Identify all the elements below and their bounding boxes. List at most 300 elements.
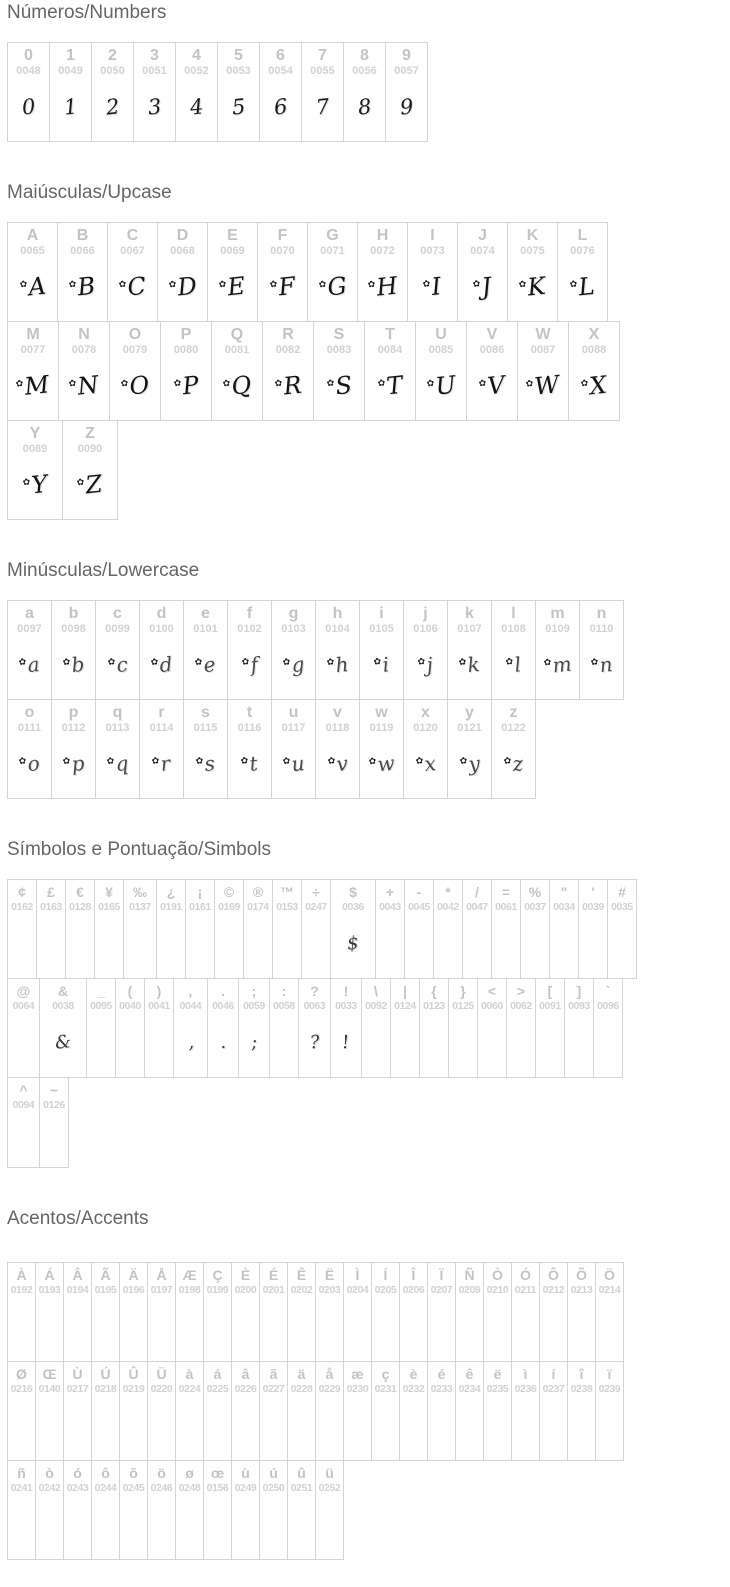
cell-unicode-value: 0249: [234, 1482, 257, 1494]
font-glyph-preview: ✿ i: [373, 652, 390, 677]
char-cell-0226: [231, 1361, 260, 1461]
cell-unicode-value: 0094: [12, 1099, 35, 1111]
char-cell-0096: [593, 978, 623, 1078]
cell-character: Ä: [128, 1267, 139, 1283]
cell-character: %: [528, 884, 542, 900]
cell-character: Œ: [42, 1366, 57, 1382]
char-cell-0114: [139, 699, 184, 799]
char-cell-0238: [567, 1361, 596, 1461]
cell-glyph-area: [120, 1297, 147, 1361]
char-cell-0123: [419, 978, 449, 1078]
char-cell-0091: [535, 978, 565, 1078]
char-cell-0089: [7, 420, 63, 520]
cell-unicode-value: 0060: [481, 1000, 503, 1012]
cell-unicode-value: 0117: [281, 722, 306, 734]
cell-unicode-value: 0242: [38, 1482, 61, 1494]
cell-unicode-value: 0070: [270, 245, 295, 257]
cell-character: 2: [108, 47, 117, 64]
font-glyph-preview: ✿ C: [118, 271, 148, 302]
cell-character: Ù: [72, 1366, 83, 1382]
cell-character: Ç: [212, 1267, 223, 1283]
cell-unicode-value: 0072: [370, 245, 395, 257]
cell-unicode-value: 0209: [458, 1284, 481, 1296]
font-glyph-preview: ✿ T: [376, 370, 403, 400]
char-cell-0061: [491, 879, 521, 979]
font-glyph-preview: ✿ U: [425, 370, 457, 401]
cell-glyph-area: [400, 1396, 427, 1460]
cell-unicode-value: 0106: [413, 623, 438, 635]
cell-glyph-area: [386, 78, 427, 141]
cell-character: &: [57, 983, 69, 999]
cell-character: Î: [411, 1267, 416, 1283]
cell-glyph-area: [40, 1013, 86, 1077]
char-cell-0161: [185, 879, 215, 979]
cell-unicode-value: 0059: [243, 1000, 265, 1012]
cell-character: \: [374, 983, 378, 999]
char-cell-0121: [447, 699, 492, 799]
cell-glyph-area: [372, 1396, 399, 1460]
char-cell-0050: [91, 42, 134, 142]
char-cell-0051: [133, 42, 176, 142]
cell-unicode-value: 0083: [326, 344, 352, 356]
char-row: [7, 1262, 730, 1362]
cell-glyph-area: [484, 1297, 511, 1361]
char-cell-0247: [301, 879, 331, 979]
cell-unicode-value: 0237: [542, 1383, 565, 1395]
char-cell-0105: [359, 600, 404, 700]
cell-character: ]: [576, 983, 582, 999]
cell-glyph-area: [288, 1297, 315, 1361]
char-cell-0193: [35, 1262, 64, 1362]
cell-character: j: [423, 605, 428, 622]
cell-glyph-area: [536, 636, 579, 699]
font-glyph-preview: ✿ u: [282, 750, 306, 776]
font-glyph-preview: ✿ p: [62, 750, 86, 776]
char-cell-0200: [231, 1262, 260, 1362]
cell-unicode-value: 0203: [318, 1284, 341, 1296]
cell-character: m: [550, 605, 565, 622]
cell-character: ¡: [197, 884, 203, 900]
cell-character: £: [47, 884, 55, 900]
cell-glyph-area: [52, 636, 95, 699]
cell-character: 3: [150, 47, 159, 64]
char-cell-0239: [595, 1361, 624, 1461]
cell-character: Ë: [324, 1267, 335, 1283]
cell-glyph-area: [508, 258, 557, 321]
char-row: [7, 222, 730, 322]
char-cell-0218: [91, 1361, 120, 1461]
font-glyph-preview: ✿ W: [525, 370, 561, 401]
char-cell-0204: [343, 1262, 372, 1362]
cell-unicode-value: 0054: [268, 65, 293, 77]
cell-unicode-value: 0039: [582, 901, 604, 913]
cell-character: $: [349, 884, 357, 900]
cell-unicode-value: 0091: [539, 1000, 561, 1012]
font-glyph-preview: ✿ B: [68, 271, 97, 302]
char-cell-0246: [147, 1460, 176, 1560]
cell-unicode-value: 0244: [94, 1482, 117, 1494]
cell-unicode-value: 0192: [10, 1284, 33, 1296]
cell-character: 6: [276, 47, 285, 64]
cell-unicode-value: 0076: [570, 245, 595, 257]
char-cell-0064: [7, 978, 40, 1078]
cell-glyph-area: [467, 357, 517, 420]
cell-character: ‰: [133, 884, 147, 900]
cell-unicode-value: 0224: [178, 1383, 201, 1395]
cell-unicode-value: 0052: [184, 65, 209, 77]
cell-character: h: [332, 605, 343, 622]
char-cell-0220: [147, 1361, 176, 1461]
char-row: [7, 42, 730, 142]
cell-unicode-value: 0229: [318, 1383, 341, 1395]
char-cell-0102: [227, 600, 272, 700]
char-cell-0199: [203, 1262, 232, 1362]
cell-character: ©: [223, 884, 235, 900]
cell-character: J: [478, 227, 487, 244]
cell-glyph-area: [8, 357, 58, 420]
cell-glyph-area: [420, 1013, 448, 1077]
cell-glyph-area: [512, 1396, 539, 1460]
cell-unicode-value: 0099: [105, 623, 130, 635]
font-glyph-preview: ✿ t: [240, 751, 259, 777]
cell-glyph-area: [204, 1495, 231, 1559]
cell-character: ë: [493, 1366, 502, 1382]
char-cell-0085: [415, 321, 467, 421]
char-cell-0191: [156, 879, 186, 979]
font-glyph-preview: ✿ M: [15, 370, 51, 401]
cell-character: c: [113, 605, 122, 622]
char-cell-0065: [7, 222, 58, 322]
char-cell-0095: [86, 978, 116, 1078]
cell-character: u: [288, 704, 299, 721]
cell-unicode-value: 0055: [310, 65, 335, 77]
cell-unicode-value: 0120: [413, 722, 438, 734]
cell-glyph-area: [92, 1495, 119, 1559]
cell-glyph-area: [360, 636, 403, 699]
cell-glyph-area: [96, 636, 139, 699]
char-cell-0202: [287, 1262, 316, 1362]
cell-character: œ: [210, 1465, 225, 1481]
cell-unicode-value: 0220: [150, 1383, 173, 1395]
char-cell-0039: [578, 879, 608, 979]
cell-unicode-value: 0161: [189, 901, 211, 913]
cell-character: è: [409, 1366, 418, 1382]
section-accents: [7, 1208, 730, 1560]
cell-character: ™: [280, 884, 294, 900]
cell-glyph-area: [362, 1013, 390, 1077]
font-glyph-preview: ✿ x: [414, 751, 436, 777]
cell-character: ú: [269, 1465, 278, 1481]
cell-unicode-value: 0105: [369, 623, 394, 635]
cell-unicode-value: 0247: [305, 901, 327, 913]
cell-glyph-area: [40, 1112, 68, 1167]
cell-character: =: [501, 884, 511, 900]
cell-unicode-value: 0058: [273, 1000, 295, 1012]
cell-character: ^: [19, 1082, 28, 1098]
char-cell-0165: [94, 879, 124, 979]
cell-character: i: [379, 605, 384, 622]
cell-unicode-value: 0084: [377, 344, 403, 356]
char-cell-0081: [211, 321, 263, 421]
cell-unicode-value: 0075: [520, 245, 545, 257]
cell-character: t: [246, 704, 253, 721]
char-cell-0228: [287, 1361, 316, 1461]
cell-glyph-area: [174, 1013, 207, 1077]
cell-character: A: [26, 227, 39, 244]
cell-glyph-area: [218, 78, 259, 141]
cell-unicode-value: 0116: [237, 722, 262, 734]
font-glyph-preview: ✿ Y: [21, 469, 48, 499]
char-cell-0066: [57, 222, 108, 322]
char-cell-0206: [399, 1262, 428, 1362]
cell-unicode-value: 0118: [325, 722, 350, 734]
font-glyph-preview: ✿ d: [150, 651, 174, 677]
char-cell-0243: [63, 1460, 92, 1560]
cell-unicode-value: 0096: [597, 1000, 619, 1012]
char-cell-0083: [313, 321, 365, 421]
char-cell-0107: [447, 600, 492, 700]
cell-glyph-area: [456, 1297, 483, 1361]
cell-character: à: [185, 1366, 194, 1382]
cell-unicode-value: 0071: [320, 245, 345, 257]
cell-character: d: [156, 605, 167, 622]
cell-glyph-area: [358, 258, 407, 321]
font-glyph-preview: 4: [188, 93, 205, 120]
cell-unicode-value: 0121: [457, 722, 482, 734]
char-cell-0093: [564, 978, 594, 1078]
cell-character: Ê: [296, 1267, 307, 1283]
font-glyph-preview: &: [53, 1030, 73, 1054]
cell-unicode-value: 0093: [568, 1000, 590, 1012]
cell-unicode-value: 0109: [545, 623, 570, 635]
cell-glyph-area: [569, 357, 619, 420]
char-cell-0205: [371, 1262, 400, 1362]
cell-unicode-value: 0073: [420, 245, 445, 257]
cell-character: P: [180, 326, 192, 343]
cell-unicode-value: 0235: [486, 1383, 509, 1395]
cell-character: ù: [241, 1465, 250, 1481]
cell-character: a: [25, 605, 34, 622]
cell-glyph-area: [8, 258, 57, 321]
cell-character: û: [297, 1465, 306, 1481]
font-glyph-preview: ✿ Q: [221, 370, 252, 401]
char-row: [7, 600, 730, 700]
cell-character: ï: [607, 1366, 612, 1382]
char-cell-0203: [315, 1262, 344, 1362]
char-cell-0034: [549, 879, 579, 979]
char-cell-0117: [271, 699, 316, 799]
char-cell-0125: [448, 978, 478, 1078]
cell-unicode-value: 0174: [247, 901, 269, 913]
cell-glyph-area: [263, 357, 313, 420]
cell-unicode-value: 0219: [122, 1383, 145, 1395]
char-cell-0217: [63, 1361, 92, 1461]
section-symbols: [7, 839, 730, 1168]
section-title-accents: Acentos/Accents: [7, 1208, 149, 1229]
cell-glyph-area: [512, 1297, 539, 1361]
char-cell-0053: [217, 42, 260, 142]
cell-character: I: [430, 227, 435, 244]
char-cell-0140: [35, 1361, 64, 1461]
char-cell-0153: [272, 879, 302, 979]
cell-unicode-value: 0081: [224, 344, 250, 356]
cell-glyph-area: [365, 357, 415, 420]
char-cell-0210: [483, 1262, 512, 1362]
cell-character: f: [246, 605, 253, 622]
char-cell-0054: [259, 42, 302, 142]
cell-character: ô: [101, 1465, 110, 1481]
cell-glyph-area: [344, 78, 385, 141]
char-cell-0100: [139, 600, 184, 700]
cell-glyph-area: [550, 914, 578, 978]
cell-glyph-area: [316, 636, 359, 699]
cell-glyph-area: [8, 1495, 35, 1559]
char-cell-0163: [36, 879, 66, 979]
cell-glyph-area: [92, 1297, 119, 1361]
cell-character: M: [26, 326, 40, 343]
section-upcase: [7, 182, 730, 520]
font-glyph-preview: ✿ G: [317, 271, 347, 302]
char-cell-0227: [259, 1361, 288, 1461]
font-glyph-preview: ✿ r: [151, 751, 172, 777]
cell-glyph-area: [302, 914, 330, 978]
font-glyph-preview: 7: [314, 93, 331, 120]
cell-glyph-area: [260, 1495, 287, 1559]
font-glyph-preview: ✿ k: [458, 651, 481, 677]
font-glyph-preview: 2: [104, 93, 121, 120]
char-cell-0087: [517, 321, 569, 421]
cell-glyph-area: [579, 914, 607, 978]
cell-glyph-area: [316, 1495, 343, 1559]
cell-glyph-area: [8, 914, 36, 978]
char-cell-0225: [203, 1361, 232, 1461]
cell-character: î: [579, 1366, 584, 1382]
cell-character: T: [385, 326, 395, 343]
char-cell-0122: [491, 699, 536, 799]
cell-glyph-area: [184, 735, 227, 798]
cell-glyph-area: [391, 1013, 419, 1077]
cell-character: V: [486, 326, 498, 343]
cell-unicode-value: 0035: [611, 901, 633, 913]
char-cell-0084: [364, 321, 416, 421]
char-cell-0044: [173, 978, 208, 1078]
char-cell-0094: [7, 1077, 40, 1168]
cell-character: O: [128, 326, 142, 343]
font-glyph-preview: ✿ P: [172, 370, 199, 400]
cell-unicode-value: 0103: [281, 623, 306, 635]
cell-character: g: [288, 605, 299, 622]
cell-glyph-area: [344, 1297, 371, 1361]
cell-character: |: [403, 983, 407, 999]
cell-unicode-value: 0040: [119, 1000, 141, 1012]
cell-character: W: [535, 326, 551, 343]
cell-character: _: [97, 983, 105, 999]
char-cell-0119: [359, 699, 404, 799]
cell-glyph-area: [232, 1297, 259, 1361]
cell-character: v: [333, 704, 342, 721]
cell-glyph-area: [580, 636, 623, 699]
cell-unicode-value: 0044: [179, 1000, 202, 1012]
cell-glyph-area: [66, 914, 94, 978]
cell-unicode-value: 0156: [206, 1482, 229, 1494]
cell-glyph-area: [8, 636, 51, 699]
char-cell-0201: [259, 1262, 288, 1362]
cell-unicode-value: 0110: [589, 623, 614, 635]
char-cell-0213: [567, 1262, 596, 1362]
char-cell-0192: [7, 1262, 36, 1362]
char-row: [7, 420, 730, 520]
char-cell-0196: [119, 1262, 148, 1362]
font-glyph-preview: ✿ f: [240, 652, 258, 678]
cell-unicode-value: 0228: [290, 1383, 313, 1395]
char-cell-0113: [95, 699, 140, 799]
cell-character: .: [221, 983, 225, 999]
cell-unicode-value: 0216: [10, 1383, 33, 1395]
cell-glyph-area: [492, 914, 520, 978]
char-cell-0229: [315, 1361, 344, 1461]
cell-unicode-value: 0098: [61, 623, 86, 635]
cell-glyph-area: [8, 735, 51, 798]
cell-glyph-area: [36, 1396, 63, 1460]
cell-unicode-value: 0213: [570, 1284, 593, 1296]
cell-character: -: [416, 884, 422, 900]
char-cell-0250: [259, 1460, 288, 1560]
cell-character: R: [282, 326, 294, 343]
cell-character: o: [24, 704, 35, 721]
cell-character: +: [385, 884, 395, 900]
char-cell-0033: [330, 978, 362, 1078]
cell-character: Z: [85, 425, 95, 442]
char-cell-0072: [357, 222, 408, 322]
cell-character: <: [487, 983, 497, 999]
section-title-upcase: Maiúsculas/Upcase: [7, 182, 172, 203]
cell-character: z: [509, 704, 518, 721]
font-glyph-preview: ✿ z: [503, 751, 524, 777]
font-glyph-preview: ✿ o: [18, 750, 41, 776]
char-cell-0234: [455, 1361, 484, 1461]
cell-unicode-value: 0162: [11, 901, 33, 913]
cell-character: `: [605, 983, 611, 999]
cell-unicode-value: 0065: [20, 245, 45, 257]
font-glyph-preview: ✿ s: [195, 751, 216, 777]
cell-unicode-value: 0104: [325, 623, 350, 635]
char-cell-0038: [39, 978, 87, 1078]
char-cell-0251: [287, 1460, 316, 1560]
cell-unicode-value: 0163: [40, 901, 62, 913]
cell-unicode-value: 0202: [290, 1284, 313, 1296]
cell-unicode-value: 0092: [365, 1000, 387, 1012]
cell-unicode-value: 0231: [374, 1383, 397, 1395]
cell-glyph-area: [64, 1396, 91, 1460]
cell-character: 4: [192, 47, 201, 64]
cell-unicode-value: 0211: [514, 1284, 537, 1296]
cell-character: 8: [360, 47, 369, 64]
char-cell-0156: [203, 1460, 232, 1560]
cell-character: D: [176, 227, 189, 244]
cell-character: C: [126, 227, 139, 244]
font-glyph-preview: .: [219, 1031, 227, 1053]
cell-unicode-value: 0046: [212, 1000, 234, 1012]
cell-glyph-area: [140, 735, 183, 798]
cell-glyph-area: [458, 258, 507, 321]
cell-glyph-area: [184, 636, 227, 699]
cell-glyph-area: [260, 1297, 287, 1361]
font-glyph-preview: ,: [186, 1031, 195, 1053]
font-glyph-preview: ✿ m: [543, 651, 573, 678]
cell-character: ?: [310, 983, 319, 999]
font-glyph-preview: ✿ F: [268, 271, 296, 301]
cell-character: Á: [44, 1267, 55, 1283]
